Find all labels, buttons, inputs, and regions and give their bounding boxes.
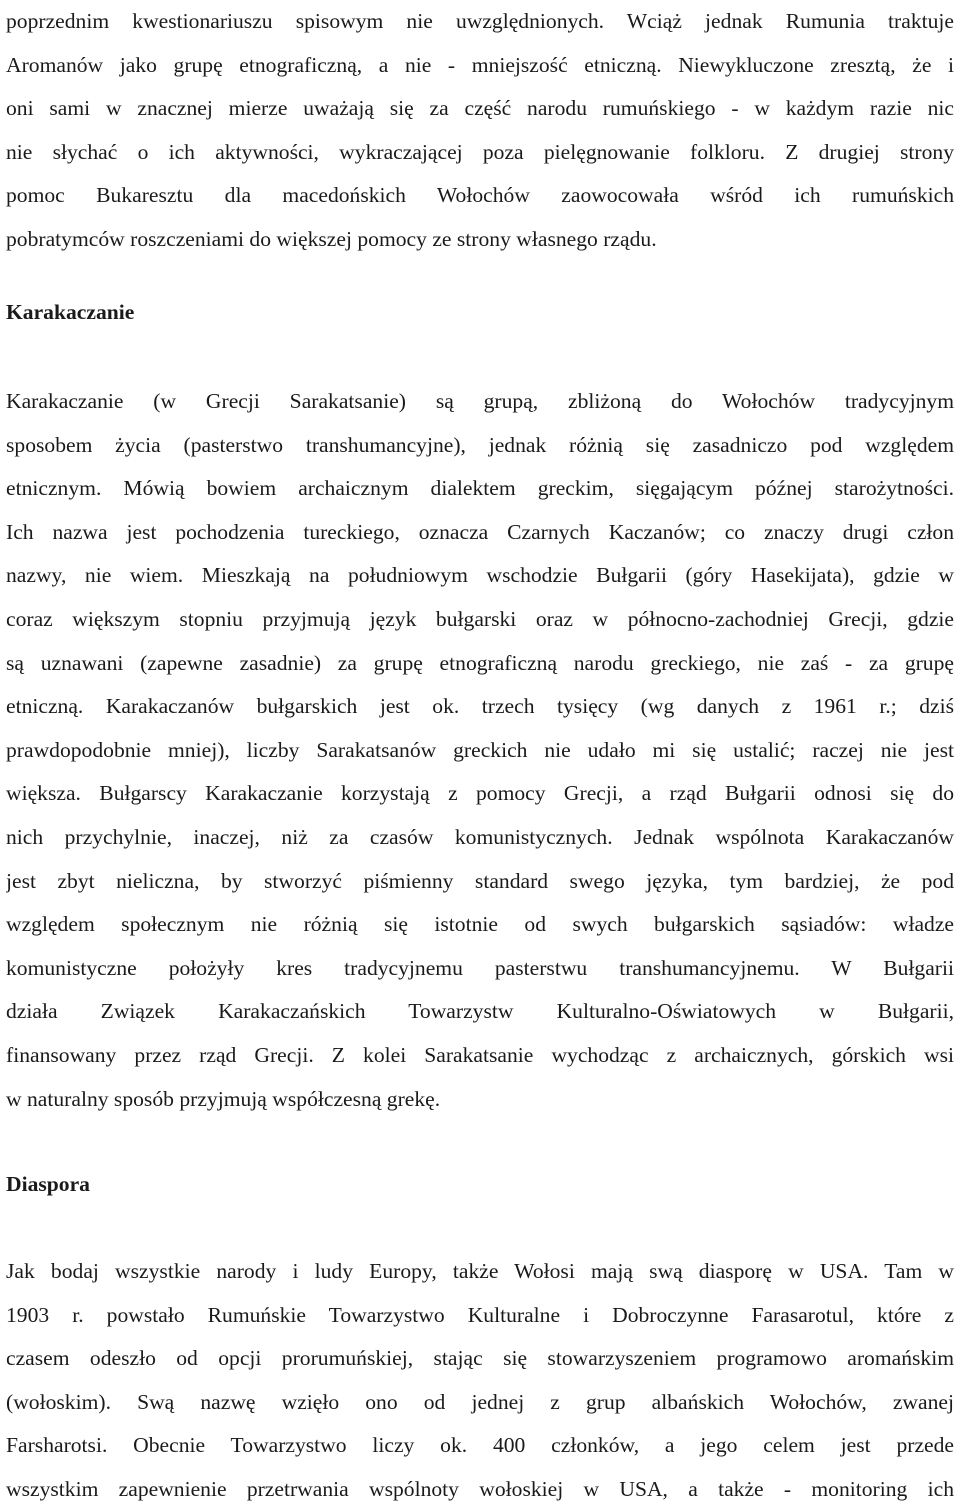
text-line: komunistyczne położyły kres tradycyjnemu pasterstwu transhumancyjnemu. W Bułgarii xyxy=(6,955,954,980)
text-line: czasem odeszło od opcji prorumuńskiej, stając się stowarzyszeniem programowo aromańskim xyxy=(6,1346,954,1371)
text-line: są uznawani (zapewne zasadnie) za grupę etnograficzną narodu greckiego, nie zaś - za grupę xyxy=(6,650,954,675)
text-line: oni sami w znacznej mierze uważają się za część narodu rumuńskiego - w każdym razie nic xyxy=(6,96,954,121)
text-line: Farsharotsi. Obecnie Towarzystwo liczy ok. 400 członków, a jego celem jest przede xyxy=(6,1433,954,1458)
text-line: względem społecznym nie różnią się istotnie od swych bułgarskich sąsiadów: władze xyxy=(6,912,954,937)
text-line: nie słychać o ich aktywności, wykraczającej poza pielęgnowanie folkloru. Z drugiej strony xyxy=(6,139,954,164)
paragraph-aromanians xyxy=(6,0,954,262)
text-line: większa. Bułgarscy Karakaczanie korzystają z pomocy Grecji, a rząd Bułgarii odnosi się do xyxy=(6,781,954,806)
text-line: nazwy, nie wiem. Mieszkają na południowym wschodzie Bułgarii (góry Hasekijata), gdzie w xyxy=(6,563,954,588)
text-line: sposobem życia (pasterstwo transhumancyjne), jednak różnią się zasadniczo pod względem xyxy=(6,432,954,457)
text-line: 1903 r. powstało Rumuńskie Towarzystwo Kulturalne i Dobroczynne Farasarotul, które z xyxy=(6,1302,954,1327)
text-line: prawdopodobnie mniej), liczby Sarakatsanów greckich nie udało mi się ustalić; raczej nie jest xyxy=(6,737,954,762)
text-line: w naturalny sposób przyjmują współczesną grekę. xyxy=(6,1086,441,1111)
text-line: (wołoskim). Swą nazwę wzięło ono od jednej z grup albańskich Wołochów, zwanej xyxy=(6,1389,954,1414)
text-line: Ich nazwa jest pochodzenia tureckiego, oznacza Czarnych Kaczanów; co znaczy drugi człon xyxy=(6,519,954,544)
text-line: etniczną. Karakaczanów bułgarskich jest ok. trzech tysięcy (wg danych z 1961 r.; dziś xyxy=(6,694,954,719)
section-heading-diaspora: Diaspora xyxy=(6,1172,90,1196)
text-line: finansowany przez rząd Grecji. Z kolei Sarakatsanie wychodząc z archaicznych, górskich wsi xyxy=(6,1042,954,1067)
text-line: Jak bodaj wszystkie narody i ludy Europy, także Wołosi mają swą diasporę w USA. Tam w xyxy=(6,1259,954,1283)
text-line: jest zbyt nieliczna, by stworzyć piśmienny standard swego języka, tym bardziej, że pod xyxy=(6,868,954,893)
text-line: wszystkim zapewnienie przetrwania wspólnoty wołoskiej w USA, a także - monitoring ich xyxy=(6,1476,954,1501)
paragraph-diaspora xyxy=(6,1250,954,1512)
text-line: pobratymców roszczeniami do większej pomocy ze strony własnego rządu. xyxy=(6,226,657,251)
text-line: etnicznym. Mówią bowiem archaicznym dialektem greckim, sięgającym późnej starożytności. xyxy=(6,476,954,501)
section-heading-karakaczanie: Karakaczanie xyxy=(6,300,135,324)
text-line: Aromanów jako grupę etnograficzną, a nie - mniejszość etniczną. Niewykluczone zresztą, że i xyxy=(6,52,954,77)
text-line: działa Związek Karakaczańskich Towarzystw Kulturalno-Oświatowych w Bułgarii, xyxy=(6,999,954,1024)
text-line: poprzednim kwestionariuszu spisowym nie uwzględnionych. Wciąż jednak Rumunia traktuje xyxy=(6,9,954,33)
text-line: coraz większym stopniu przyjmują język bułgarski oraz w północno-zachodniej Grecji, gdzie xyxy=(6,606,954,631)
paragraph-karakaczanie xyxy=(6,380,954,1121)
text-line: pomoc Bukaresztu dla macedońskich Wołochów zaowocowała wśród ich rumuńskich xyxy=(6,183,954,208)
text-line: nich przychylnie, inaczej, niż za czasów komunistycznych. Jednak wspólnota Karakaczanów xyxy=(6,824,954,849)
text-line: Karakaczanie (w Grecji Sarakatsanie) są grupą, zbliżoną do Wołochów tradycyjnym xyxy=(6,389,954,413)
